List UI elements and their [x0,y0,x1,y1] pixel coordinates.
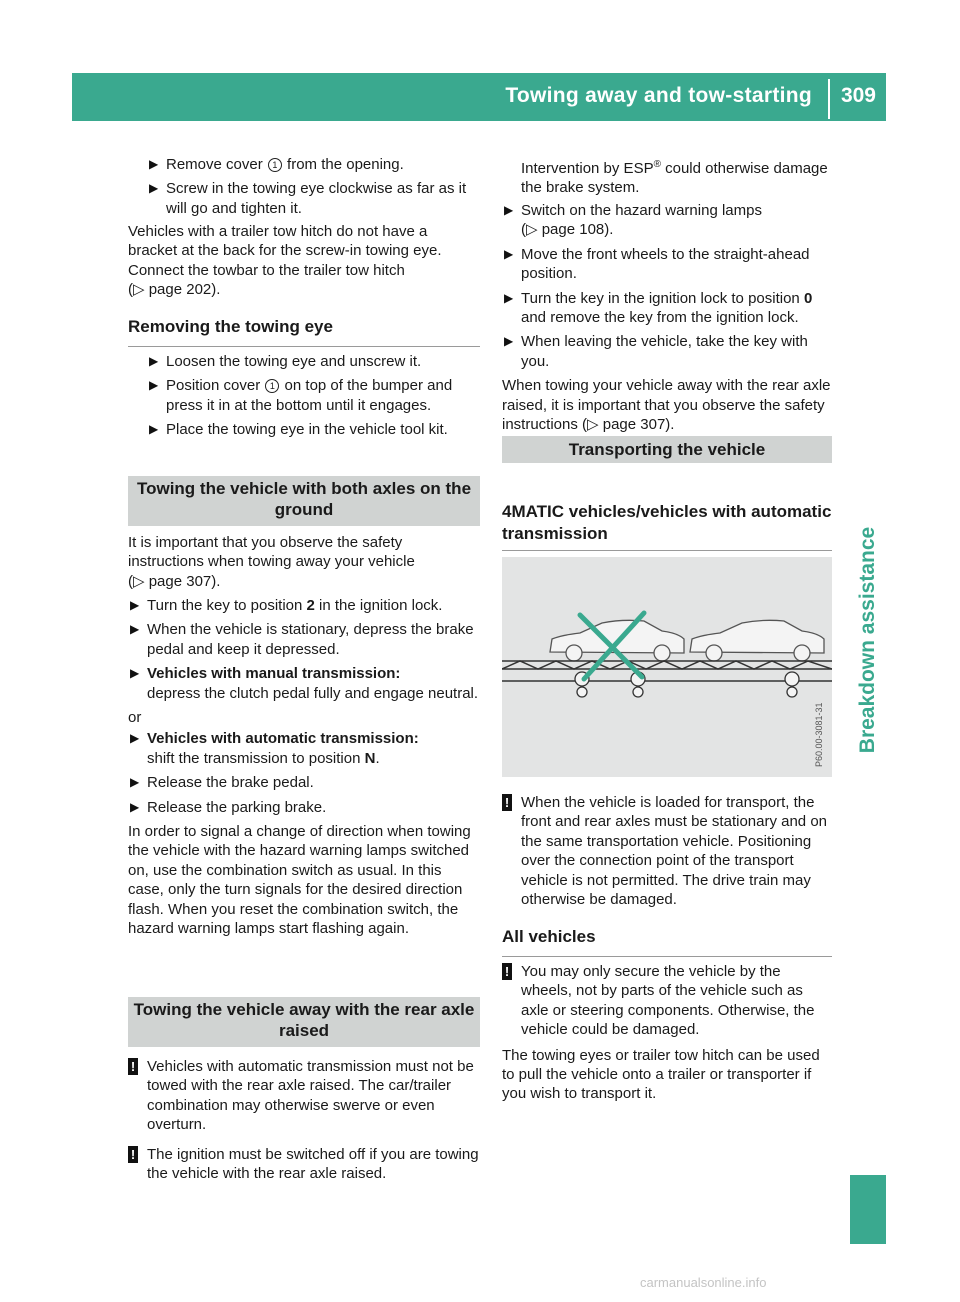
triangle-right-icon: ▶ [504,246,514,261]
exclamation-icon: ! [502,794,512,811]
triangle-right-icon: ▶ [130,666,140,681]
paragraph: In order to signal a change of direction when towing the vehicle with the hazard warning lamps switched on, use the combination switch as usual. In this case, only the turn signals for the desired direction flash. When you reset the combination switch, the hazard warning lamps start flashing again. [128,823,471,938]
triangle-right-icon: ▶ [149,157,159,171]
list-item: ▶ Vehicles with manual transmission: depress the clutch pedal fully and engage neutral. [130,665,479,702]
exclamation-icon: ! [128,1058,138,1075]
car-right-icon [690,620,824,661]
triangle-right-icon: ▶ [504,203,514,217]
rear-warnings [128,1057,480,1183]
heading-rear-axle-raised: Towing the vehicle away with the rear axle raised [128,997,480,1047]
left-column [147,155,480,223]
list-item: ▶ Vehicles with automatic transmission: shift the transmission to position N. [130,730,419,767]
heading-rule [502,956,832,957]
warning-note: ! The ignition must be switched off if you are towing the vehicle with the rear axle raised. [128,1145,480,1184]
list-item: ▶ Release the brake pedal. [130,774,314,792]
list-item: ▶ Remove cover 1 from the opening. [149,156,404,173]
heading-all-vehicles: All vehicles [502,927,596,946]
list-item: ▶ Place the towing eye in the vehicle tool kit. [149,421,448,439]
trailer-deck [502,661,832,681]
paragraph: It is important that you observe the safety instructions when towing away your vehicle [128,534,415,571]
transport-figure [502,557,832,777]
triangle-right-icon: ▶ [130,799,140,814]
list-item: ▶ When the vehicle is stationary, depress the brake pedal and keep it depressed. [130,621,474,658]
exclamation-icon: ! [128,1146,138,1163]
triangle-right-icon: ▶ [149,181,159,196]
triangle-right-icon: ▶ [130,598,140,612]
left-block-2 [128,222,480,300]
side-tab-marker [850,1175,886,1244]
heading-removing-towing-eye: Removing the towing eye [128,317,333,336]
side-tab [850,526,886,754]
paragraph: The towing eyes or trailer tow hitch can be used to pull the vehicle onto a trailer or transporter if you wish to transport it. [502,1046,820,1103]
warning-note: ! Vehicles with automatic transmission must not be towed with the rear axle raised. The car/trailer combination may otherwise swerve or even overturn. [128,1057,480,1135]
triangle-right-icon: ▶ [130,622,140,637]
or-label: or [128,709,142,727]
callout-1-icon: 1 [268,158,282,172]
page-number: 309 [840,84,876,107]
chapter-title: Towing away and tow-starting [505,84,812,107]
list-item: ▶ Loosen the towing eye and unscrew it. [149,353,422,370]
list-item: ▶ When leaving the vehicle, take the key with you. [504,333,808,370]
heading-rule [502,550,832,551]
warning-note: ! When the vehicle is loaded for transport, the front and rear axles must be stationary and on the same transportation vehicle. Positioning over the connection point of the transport vehicle is not permitted. The drive train may otherwise be damaged. [502,793,834,909]
figure-code: P60.00-3081-31 [814,702,824,767]
triangle-right-icon: ▶ [149,378,159,393]
all-vehicles-content [502,962,834,1104]
warning-note: ! You may only secure the vehicle by the wheels, not by parts of the vehicle such as axle or steering components. Otherwise, the vehicle could be damaged. [502,962,834,1040]
right-continuation [521,155,833,198]
triangle-right-icon: ▶ [130,731,140,746]
transport-warning [502,793,834,909]
both-axles-steps [128,596,480,939]
triangle-right-icon: ▶ [130,775,140,790]
header-bar [72,73,886,121]
triangle-right-icon: ▶ [504,334,514,349]
exclamation-icon: ! [502,963,512,980]
paragraph: Vehicles with a trailer tow hitch do not have a bracket at the back for the screw-in towing eye. Connect the towbar to the trailer tow hitch [128,223,442,279]
both-axles-intro [128,533,480,591]
paragraph: Intervention by ESP® could otherwise damage the brake system. [521,159,828,197]
list-item: ▶ Move the front wheels to the straight-ahead position. [504,245,810,283]
list-item: ▶ Position cover 1 on top of the bumper and press it in at the bottom until it engages. [149,377,453,414]
heading-towing-both-axles: Towing the vehicle with both axles on the ground [128,476,480,526]
list-item: ▶ Turn the key to position 2 in the ignition lock. [130,597,443,614]
heading-transporting-vehicle: Transporting the vehicle [502,436,832,463]
triangle-right-icon: ▶ [504,290,514,305]
list-item: ▶ Switch on the hazard warning lamps (▷ page 108). [504,202,762,239]
list-item: ▶ Release the parking brake. [130,798,327,816]
heading-4matic: 4MATIC vehicles/vehicles with automatic transmission [502,502,832,543]
right-steps [502,201,834,434]
side-tab-label: Breakdown assistance [856,526,879,754]
remove-list [147,352,480,445]
transport-illustration [502,557,832,777]
bogie-wheels [575,672,799,697]
header-separator [828,79,830,119]
callout-1-icon: 1 [265,379,279,393]
paragraph: When towing your vehicle away with the rear axle raised, it is important that you observe the safety instructions (▷ page 307). [502,377,831,434]
page-reference: (▷ page 202). [128,281,221,299]
list-item: ▶ Turn the key in the ignition lock to position 0 and remove the key from the ignition lock. [504,289,813,327]
triangle-right-icon: ▶ [149,422,159,437]
heading-rule [128,346,480,347]
page-reference: (▷ page 307). [128,572,221,590]
footer-watermark: carmanualsonline.info [640,1275,767,1290]
triangle-right-icon: ▶ [149,354,159,368]
list-item: ▶ Screw in the towing eye clockwise as far as it will go and tighten it. [149,180,467,217]
